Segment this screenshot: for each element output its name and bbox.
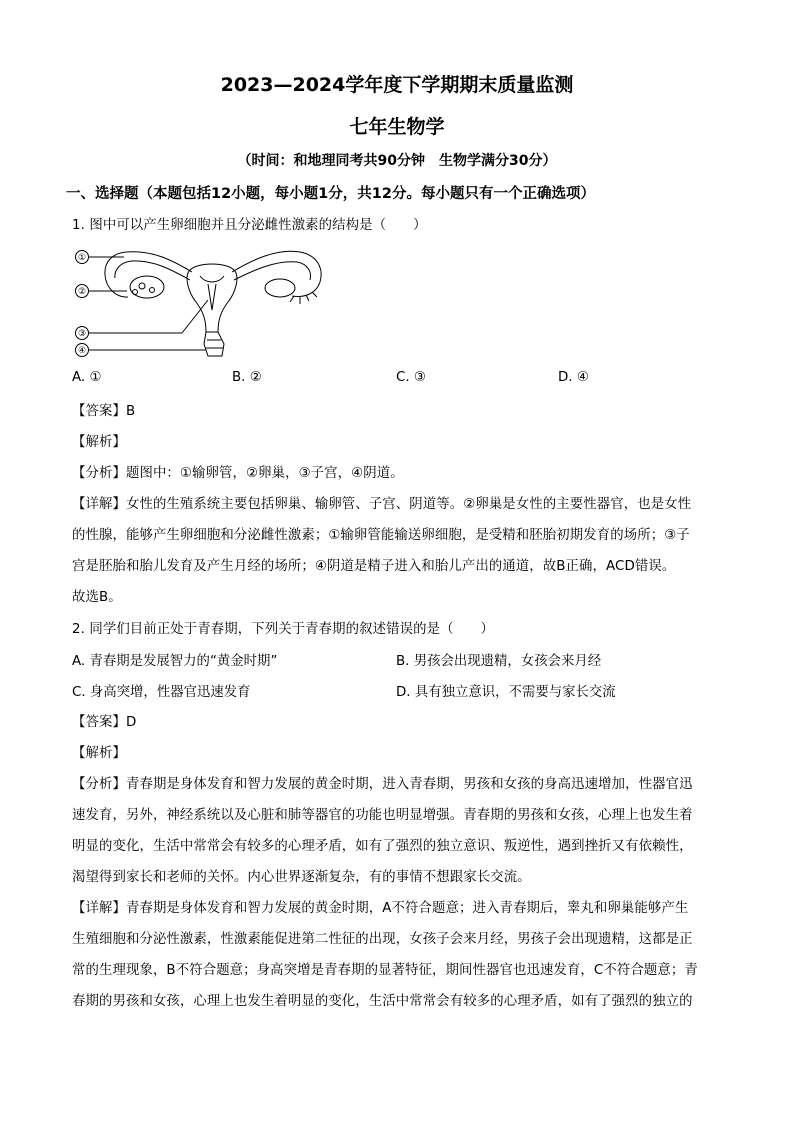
q2-fenxi-line: 渴望得到家长和老师的关怀。内心世界逐渐复杂，有的事情不想跟家长交流。 <box>72 870 531 885</box>
q1-detail-line: 宫是胚胎和胎儿发育及产生月经的场所；④阴道是精子进入和胎儿产出的通道，故B正确，ACD错误。 <box>72 559 676 574</box>
figure-label-1: ① <box>77 253 87 263</box>
q2-option-a: A. 青春期是发展智力的“黄金时期” <box>72 654 278 669</box>
q2-detail-line: 【详解】青春期是身体发育和智力发展的黄金时期，A不符合题意；进入青春期后，睾丸和卵巢能够产生 <box>72 901 689 916</box>
q1-analysis-label: 【解析】 <box>72 435 126 450</box>
figure-label-2: ② <box>77 287 87 297</box>
q1-answer: 【答案】B <box>72 404 136 419</box>
q1-option-d: D. ④ <box>558 370 589 385</box>
q1-option-c: C. ③ <box>396 370 426 385</box>
subject-title: 七年生物学 <box>349 116 445 138</box>
q1-option-b: B. ② <box>232 370 262 385</box>
exam-title: 2023—2024学年度下学期期末质量监测 <box>220 74 574 96</box>
q1-detail-line: 【详解】女性的生殖系统主要包括卵巢、输卵管、子宫、阴道等。②卵巢是女性的主要性器官，也是女性 <box>72 497 692 512</box>
q2-answer: 【答案】D <box>72 715 137 730</box>
section-heading: 一、选择题（本题包括12小题，每小题1分，共12分。每小题只有一个正确选项） <box>66 186 595 202</box>
q1-option-a: A. ① <box>72 370 102 385</box>
q2-detail-line: 生殖细胞和分泌性激素，性激素能促进第二性征的出现，女孩子会来月经，男孩子会出现遗精，这都是正 <box>72 932 693 947</box>
q1-detail-line: 故选B。 <box>72 590 122 605</box>
q2-fenxi-line: 【分析】青春期是身体发育和智力发展的黄金时期，进入青春期，男孩和女孩的身高迅速增加，性器官迅 <box>72 777 693 792</box>
q2-detail-line: 春期的男孩和女孩，心理上也发生着明显的变化，生活中常常会有较多的心理矛盾，如有了强烈的独立的 <box>72 994 693 1009</box>
q2-fenxi-line: 明显的变化，生活中常常会有较多的心理矛盾，如有了强烈的独立意识、叛逆性，遇到挫折又有依赖性， <box>72 839 693 854</box>
question-1-stem: 1. 图中可以产生卵细胞并且分泌雌性激素的结构是（ ） <box>72 218 427 233</box>
q2-option-b: B. 男孩会出现遗精，女孩会来月经 <box>396 654 602 669</box>
q1-fenxi: 【分析】题图中：①输卵管，②卵巢，③子宫，④阴道。 <box>72 466 404 481</box>
q2-analysis-label: 【解析】 <box>72 746 126 761</box>
q2-option-c: C. 身高突增，性器官迅速发育 <box>72 685 251 700</box>
q1-detail-line: 的性腺，能够产生卵细胞和分泌雌性激素；①输卵管能输送卵细胞，是受精和胚胎初期发育的场所；③子 <box>72 528 690 543</box>
question-2-stem: 2. 同学们目前正处于青春期，下列关于青春期的叙述错误的是（ ） <box>72 622 495 637</box>
uterus-diagram <box>72 240 338 360</box>
q2-option-d: D. 具有独立意识，不需要与家长交流 <box>396 685 616 700</box>
figure-label-3: ③ <box>77 329 87 339</box>
figure-label-4: ④ <box>77 346 87 356</box>
exam-note: （时间：和地理同考共90分钟 生物学满分30分） <box>237 153 557 169</box>
q2-detail-line: 常的生理现象，B不符合题意；身高突增是青春期的显著特征，期间性器官也迅速发育，C不符合题意；青 <box>72 963 698 978</box>
q2-fenxi-line: 速发育，另外，神经系统以及心脏和肺等器官的功能也明显增强。青春期的男孩和女孩，心理上也发生着 <box>72 808 693 823</box>
